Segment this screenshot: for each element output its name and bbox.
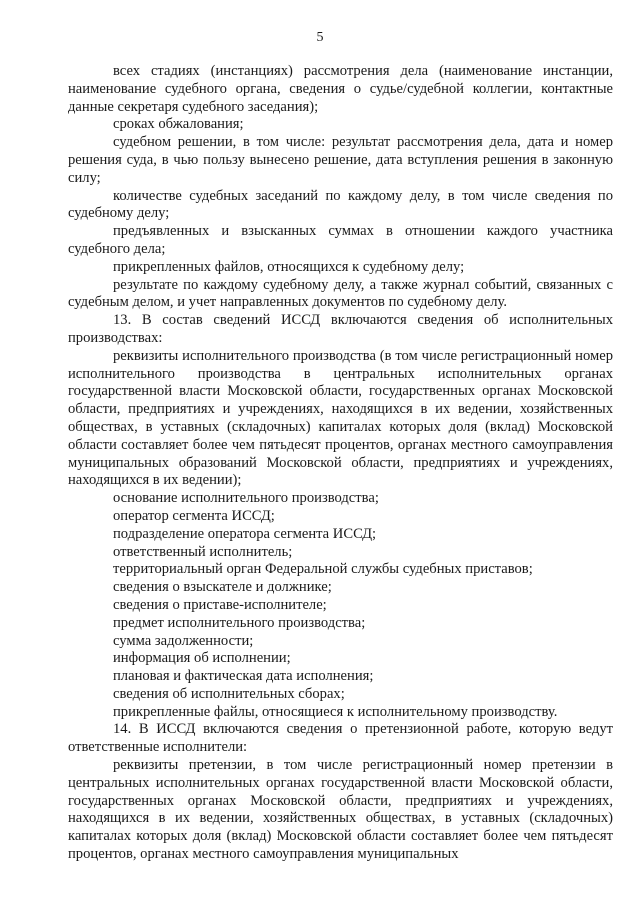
list-item: сведения о взыскателе и должнике; — [113, 579, 332, 596]
paragraph: реквизиты претензии, в том числе регистрационный номер претензии в центральных исполнительных органах государственной власти Московской области, государственных органах Московской области, предприятиях и учреждениях, находящихся в их ведении, хозяйственных обществах, в уставных (складочных) капиталах которых доля (вклад) Московской области составляет более чем пятьдесят процентов, органах местного самоуправления муниципальных — [68, 757, 613, 863]
paragraph: реквизиты исполнительного производства (в том числе регистрационный номер исполнительного производства в центральных исполнительных органах государственной власти Московской области, государственных органах Московской области, предприятиях и учреждениях, находящихся в их ведении, хозяйственных обществах, в уставных (складочных) капиталах которых доля (вклад) Московской области составляет более чем пятьдесят процентов, органах местного самоуправления муниципальных образований Московской области, предприятиях и учреждениях, находящихся в их ведении); — [68, 347, 613, 489]
paragraph: количестве судебных заседаний по каждому делу, в том числе сведения по судебному делу; — [68, 187, 613, 222]
document-body — [68, 63, 613, 864]
list-item: сведения о приставе-исполнителе; — [113, 596, 327, 613]
list-item: ответственный исполнитель; — [113, 543, 293, 560]
section-13-heading: 13. В состав сведений ИССД включаются сведения об исполнительных производствах: — [68, 312, 613, 346]
list-item: информация об исполнении; — [113, 650, 291, 667]
paragraph: предъявленных и взысканных суммах в отношении каждого участника судебного дела; — [68, 223, 613, 257]
list-item: оператор сегмента ИССД; — [113, 507, 275, 524]
list-item: подразделение оператора сегмента ИССД; — [113, 525, 377, 542]
section-14-heading: 14. В ИССД включаются сведения о претензионной работе, которую ведут ответственные исполнители: — [68, 721, 613, 756]
paragraph: прикрепленных файлов, относящихся к судебному делу; — [113, 258, 465, 275]
paragraph: всех стадиях (инстанциях) рассмотрения дела (наименование инстанции, наименование судебного органа, сведения о судье/судебной коллегии, контактные данные секретаря судебного заседания); — [68, 63, 613, 115]
list-item: территориальный орган Федеральной службы судебных приставов; — [113, 561, 533, 578]
page-number: 5 — [316, 30, 324, 45]
list-item: сумма задолженности; — [113, 632, 254, 649]
list-item: основание исполнительного производства; — [113, 490, 379, 507]
list-item: плановая и фактическая дата исполнения; — [113, 668, 374, 685]
paragraph: результате по каждому судебному делу, а также журнал событий, связанных с судебным делом, и учет направленных документов по судебному делу. — [68, 276, 613, 311]
list-item: предмет исполнительного производства; — [113, 614, 366, 631]
paragraph: судебном решении, в том числе: результат рассмотрения дела, дата и номер решения суда, в чью пользу вынесено решение, дата вступления решения в законную силу; — [68, 134, 613, 186]
paragraph: сроках обжалования; — [113, 116, 244, 133]
list-item: сведения об исполнительных сборах; — [113, 685, 345, 702]
list-item: прикрепленные файлы, относящиеся к исполнительному производству. — [113, 703, 558, 720]
